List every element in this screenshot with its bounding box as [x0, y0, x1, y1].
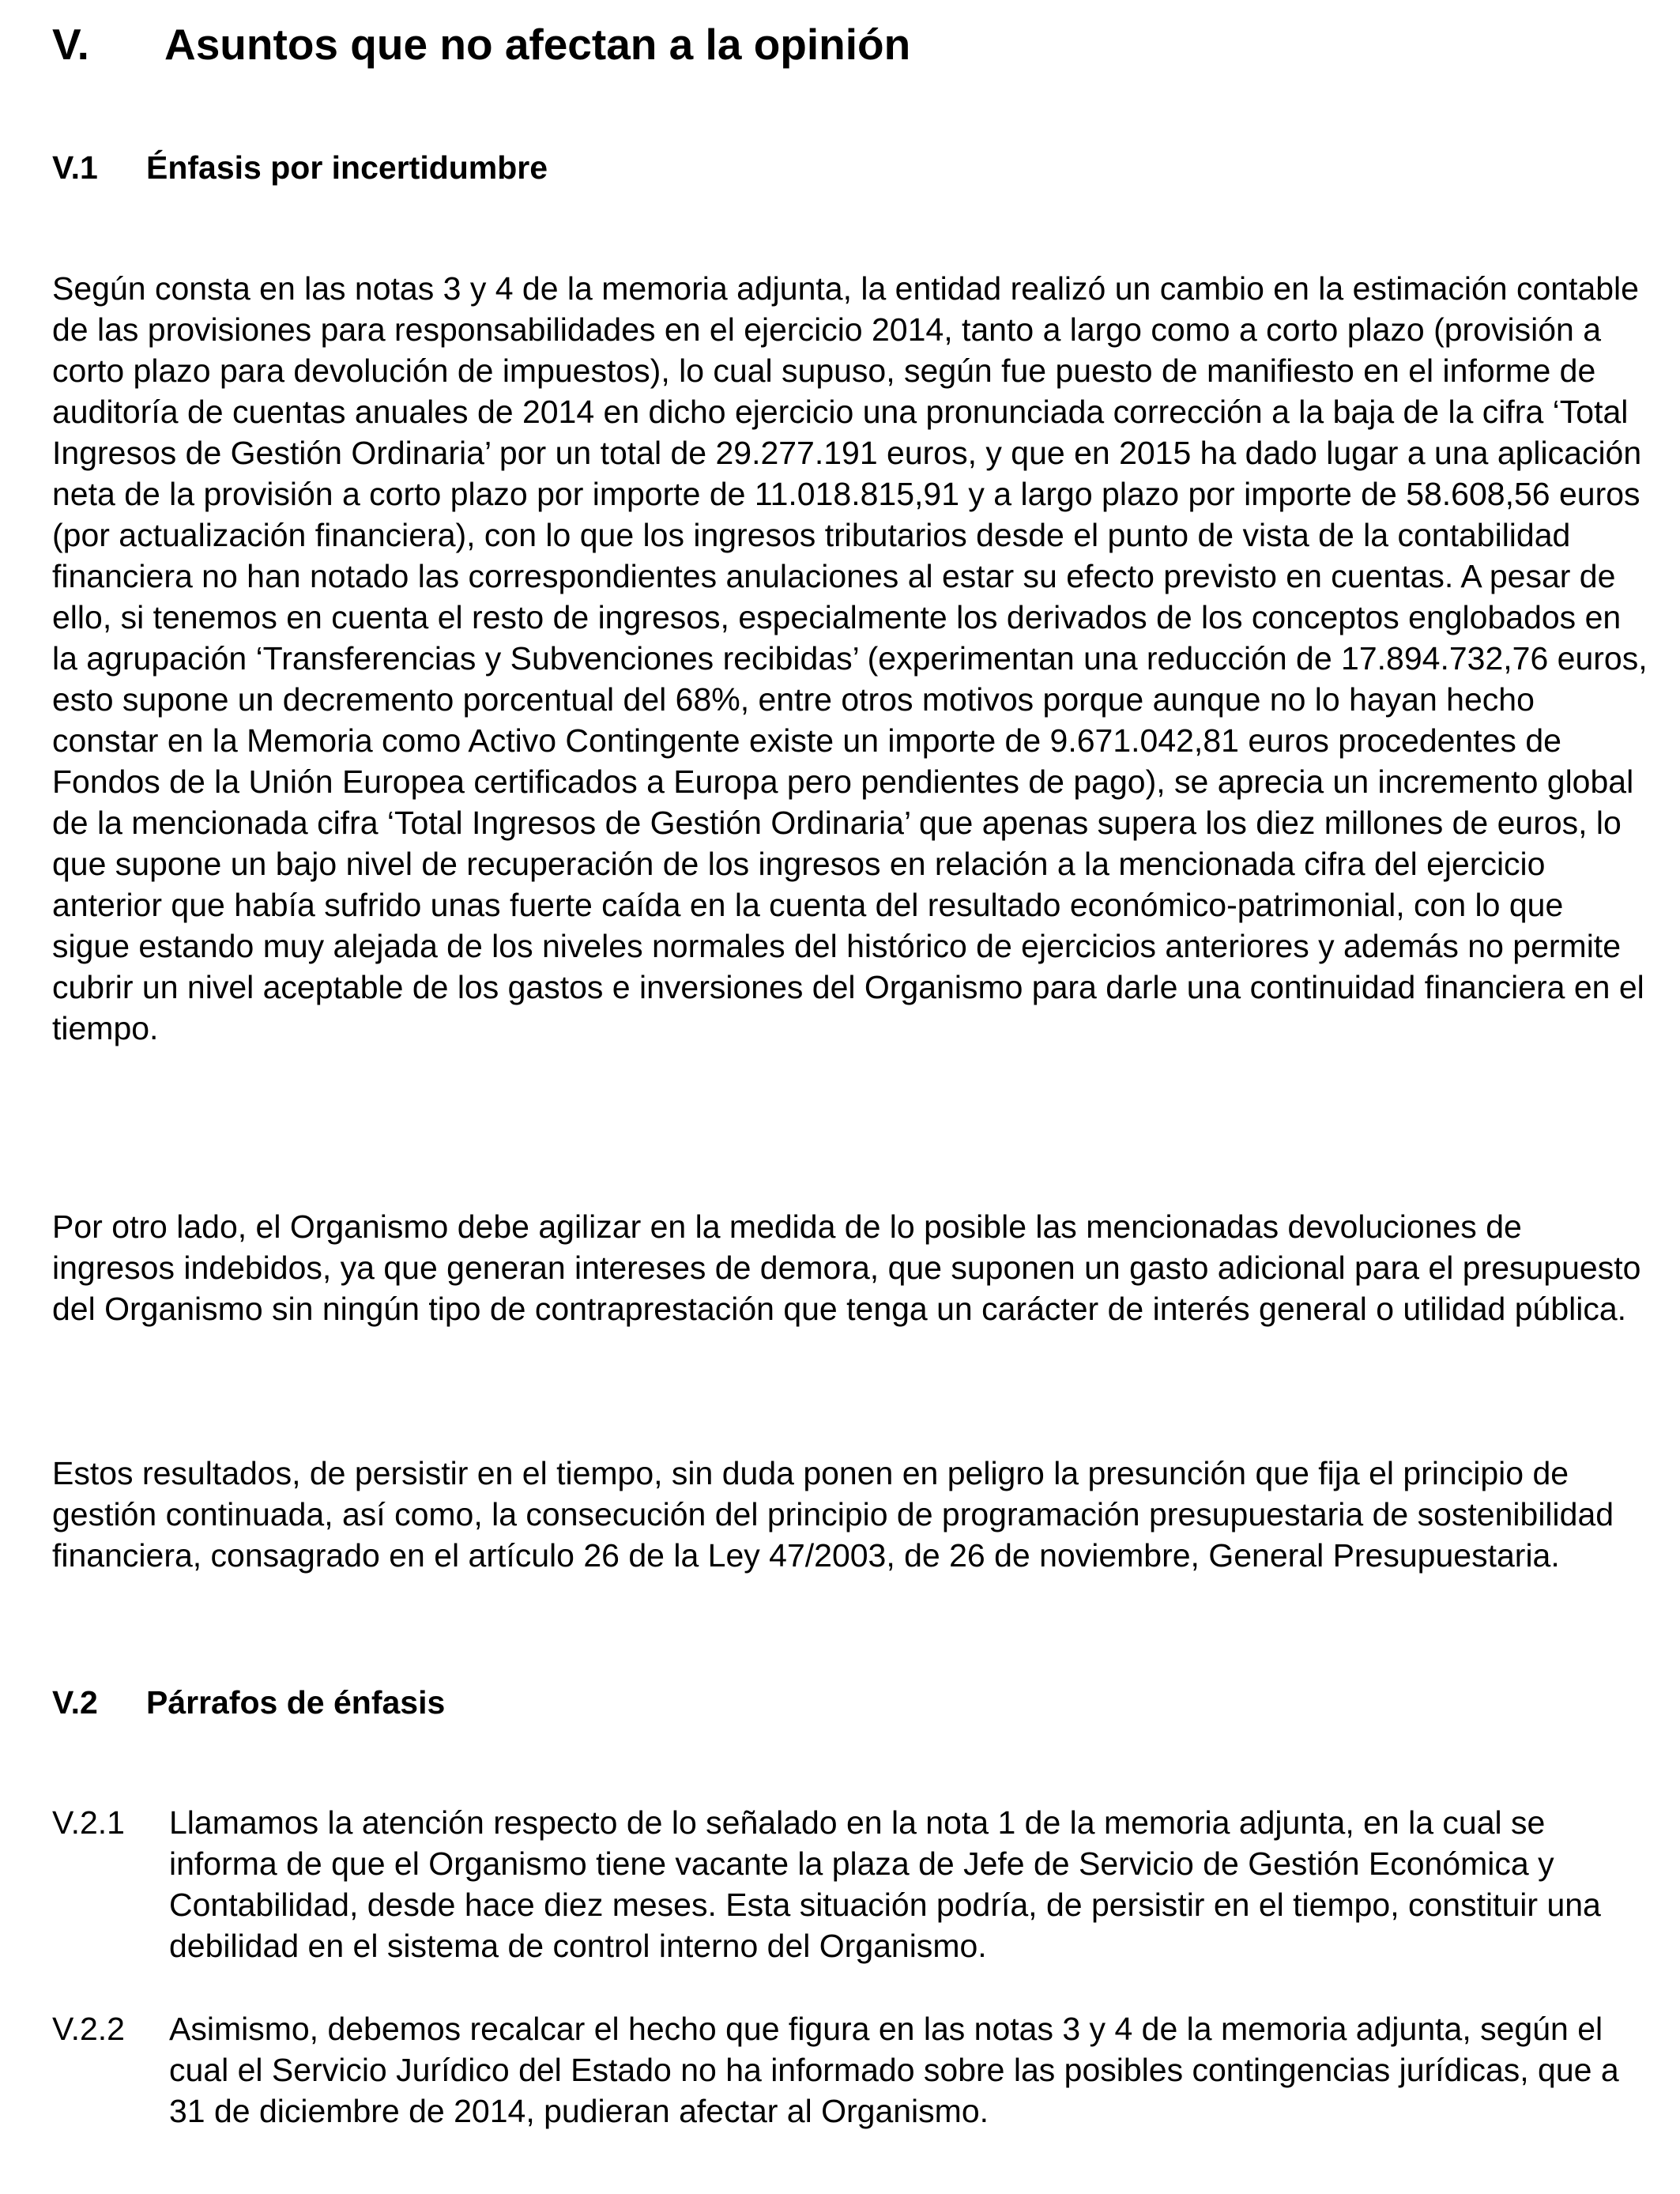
- paragraph-refunds: Por otro lado, el Organismo debe agilizar en la medida de lo posible las mencionadas devoluciones de ingresos indebidos, ya que generan intereses de demora, que suponen un gasto adicional para el presupuesto del Organismo sin ningún tipo de contraprestación que tenga un carácter de interés general o utilidad pública.: [52, 1208, 1641, 1327]
- section-heading: [52, 14, 910, 74]
- subsection-number: V.2: [52, 1684, 98, 1721]
- paragraph-going-concern: Estos resultados, de persistir en el tiempo, sin duda ponen en peligro la presunción que fija el principio de gestión continuada, así como, la consecución del principio de programación presupuestaria de sostenibilidad financiera, consagrado en el artículo 26 de la Ley 47/2003, de 26 de noviembre, General Presupuestaria.: [52, 1455, 1614, 1574]
- item-text: Llamamos la atención respecto de lo señalado en la nota 1 de la memoria adjunta, en la cual se informa de que el Organismo tiene vacante la plaza de Jefe de Servicio de Gestión Económica y Contabilidad, desde hace diez meses. Esta situación podría, de persistir en el tiempo, constituir una debilidad en el sistema de control interno del Organismo.: [169, 1804, 1601, 1964]
- section-title: Asuntos que no afectan a la opinión: [164, 20, 911, 69]
- section-number: V.: [52, 20, 89, 69]
- emphasis-item: [52, 2008, 1648, 2132]
- item-text: Asimismo, debemos recalcar el hecho que figura en las notas 3 y 4 de la memoria adjunta, según el cual el Servicio Jurídico del Estado no ha informado sobre las posibles contingencias jurídicas, que a 31 de diciembre de 2014, pudieran afectar al Organismo.: [169, 2011, 1619, 2129]
- subsection-number: V.1: [52, 149, 98, 186]
- subsection-heading-v1: [52, 144, 548, 191]
- subsection-heading-v2: [52, 1679, 445, 1726]
- item-number: V.2.2: [52, 2011, 125, 2047]
- subsection-title: Párrafos de énfasis: [146, 1684, 446, 1721]
- subsection-title: Énfasis por incertidumbre: [146, 149, 548, 186]
- paragraph-uncertainty-main: Según consta en las notas 3 y 4 de la memoria adjunta, la entidad realizó un cambio en la estimación contable de las provisiones para responsabilidades en el ejercicio 2014, tanto a largo como a corto plazo (provisión a corto plazo para devolución de impuestos), lo cual supuso, según fue puesto de manifiesto en el informe de auditoría de cuentas anuales de 2014 en dicho ejercicio una pronunciada corrección a la baja de la cifra ‘Total Ingresos de Gestión Ordinaria’ por un total de 29.277.191 euros, y que en 2015 ha dado lugar a una aplicación neta de la provisión a corto plazo por importe de 11.018.815,91 y a largo plazo por importe de 58.608,56 euros (por actualización financiera), con lo que los ingresos tributarios desde el punto de vista de la contabilidad financiera no han notado las correspondientes anulaciones al estar su efecto previsto en cuentas. A pesar de ello, si tenemos en cuenta el resto de ingresos, especialmente los derivados de los conceptos englobados en la agrupación ‘Transferencias y Subvenciones recibidas’ (experimentan una reducción de 17.894.732,76 euros, esto supone un decremento porcentual del 68%, entre otros motivos porque aunque no lo hayan hecho constar en la Memoria como Activo Contingente existe un importe de 9.671.042,81 euros procedentes de Fondos de la Unión Europea certificados a Europa pero pendientes de pago), se aprecia un incremento global de la mencionada cifra ‘Total Ingresos de Gestión Ordinaria’ que apenas supera los diez millones de euros, lo que supone un bajo nivel de recuperación de los ingresos en relación a la mencionada cifra del ejercicio anterior que había sufrido unas fuerte caída en la cuenta del resultado económico-patrimonial, con lo que sigue estando muy alejada de los niveles normales del histórico de ejercicios anteriores y además no permite cubrir un nivel aceptable de los gastos e inversiones del Organismo para darle una continuidad financiera en el tiempo.: [52, 270, 1648, 1046]
- item-number: V.2.1: [52, 1804, 125, 1841]
- emphasis-item: [52, 1802, 1648, 1966]
